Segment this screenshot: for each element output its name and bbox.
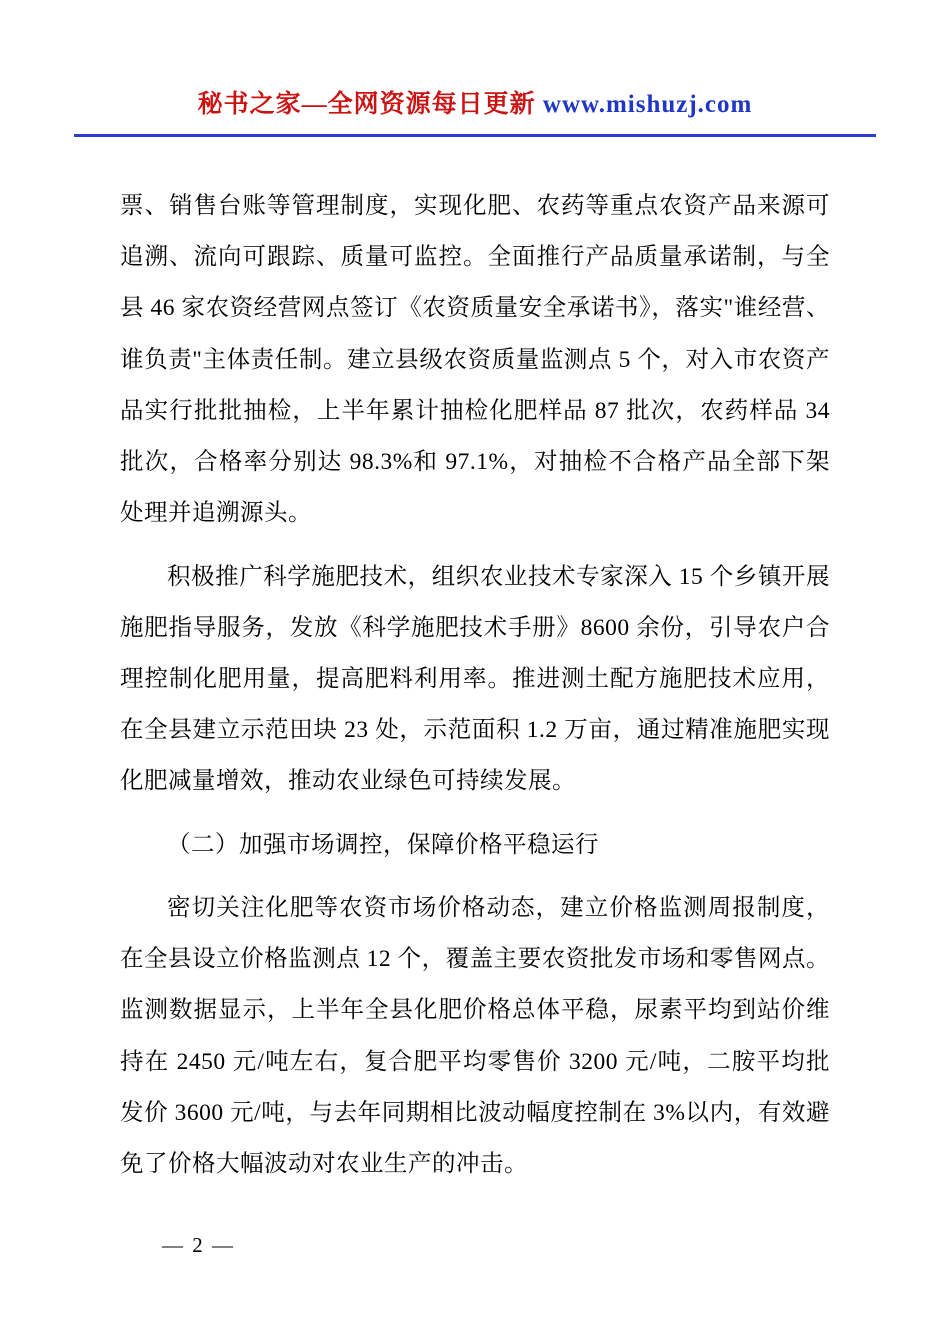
- section-heading: （二）加强市场调控，保障价格平稳运行: [167, 831, 599, 858]
- site-url-link[interactable]: www.mishuzj.com: [542, 91, 753, 118]
- document-body: [120, 181, 830, 1190]
- page-number: — 2 —: [162, 1233, 235, 1257]
- document-header: [120, 84, 830, 120]
- header-tagline: —全网资源每日更新: [301, 91, 543, 118]
- body-paragraph: 积极推广科学施肥技术，组织农业技术专家深入 15 个乡镇开展施肥指导服务，发放《科学施肥技术手册》8600 余份，引导农户合理控制化肥用量，提高肥料利用率。推进测土配方施肥技术应用，在全县建立示范田块 23 处，示范面积 1.2 万亩，通过精准施肥实现化肥减量增效，推动农业绿色可持续发展。: [120, 563, 830, 795]
- header-divider: [74, 134, 876, 137]
- body-paragraph: 票、销售台账等管理制度，实现化肥、农药等重点农资产品来源可追溯、流向可跟踪、质量可监控。全面推行产品质量承诺制，与全县 46 家农资经营网点签订《农资质量安全承诺书》，落实"谁经营、谁负责"主体责任制。建立县级农资质量监测点 5 个，对入市农资产品实行批批抽检，上半年累计抽检化肥样品 87 批次，农药样品 34 批次，合格率分别达 98.3%和 97.1%，对抽检不合格产品全部下架处理并追溯源头。: [120, 193, 830, 527]
- body-paragraph: 密切关注化肥等农资市场价格动态，建立价格监测周报制度，在全县设立价格监测点 12 个，覆盖主要农资批发市场和零售网点。监测数据显示，上半年全县化肥价格总体平稳，尿素平均到站价维持在 2450 元/吨左右，复合肥平均零售价 3200 元/吨，二胺平均批发价 3600 元/吨，与去年同期相比波动幅度控制在 3%以内，有效避免了价格大幅波动对农业生产的冲击。: [120, 894, 830, 1177]
- site-name: 秘书之家: [197, 91, 302, 118]
